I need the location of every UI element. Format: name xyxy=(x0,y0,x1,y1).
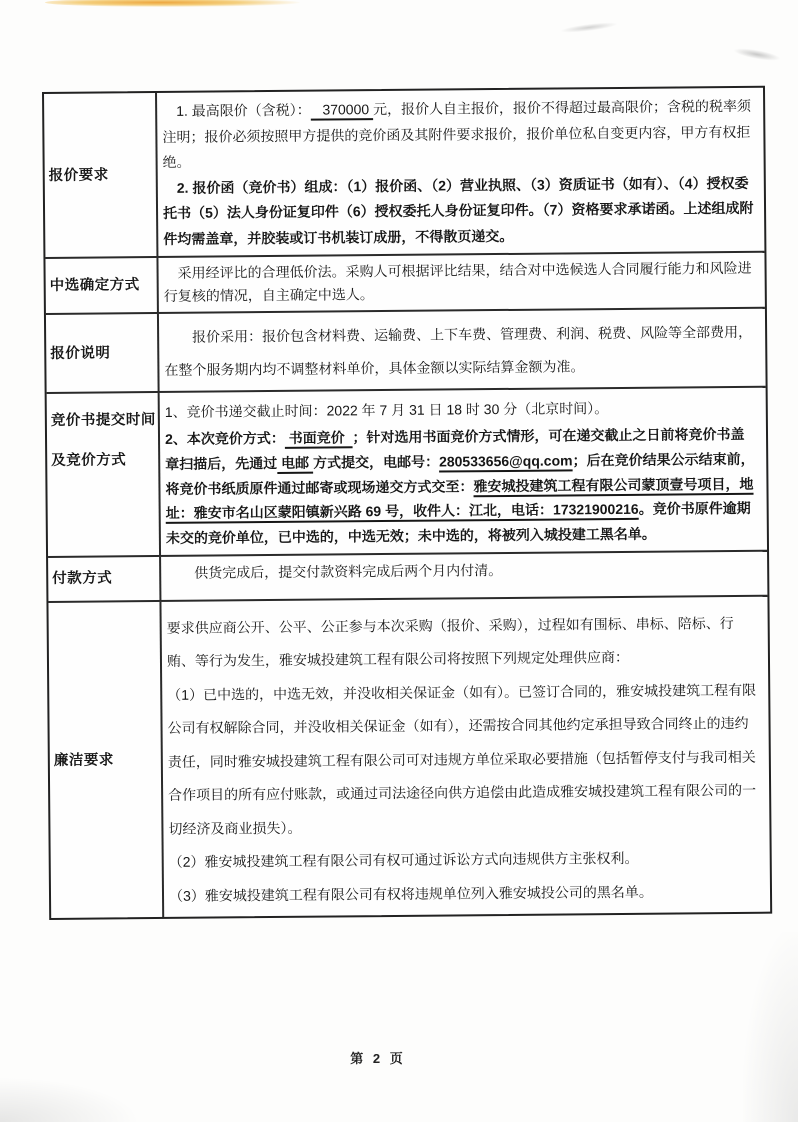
text-segment: 。竞价书原件逾期未交的竞价单位，已中选的，中选无效；未中选的，将被列入城投建工黑名单。 xyxy=(165,500,751,547)
text-segment: （3）雅安城投建筑工程有限公司有权将违规单位列入雅安城投公司的黑名单。 xyxy=(168,883,653,904)
row-label xyxy=(48,557,161,601)
paragraph xyxy=(165,395,756,425)
text-segment: （2）雅安城投建筑工程有限公司有权可通过诉讼方式向违规供方主张权利。 xyxy=(168,850,639,871)
row-label-line: 付款方式 xyxy=(52,570,113,588)
row-label-line: 竞价书提交时间 xyxy=(50,412,156,429)
text-segment: 370000 xyxy=(310,101,374,118)
table-row xyxy=(47,388,767,558)
text-segment: 方式提交，电邮号： xyxy=(312,453,440,471)
text-segment: ；针对选用书面竞价方式情形，可在递交截止之日前将竞价书盖章扫描后，先通过 xyxy=(165,425,745,472)
paragraph xyxy=(169,875,760,914)
text-segment: 元，报价人自主报价，报价不得超过最高限价；含税的税率须注明；报价必须按照甲方提供的竞价函及其附件要求报价，报价单位私自变更内容，甲方有权拒绝。 xyxy=(162,97,752,170)
row-content xyxy=(158,253,764,312)
text-segment: 要求供应商公开、公平、公正参与本次采购（报价、采购），过程如有围标、串标、陪标、行贿、等行为发生，雅安城投建筑工程有限公司将按照下列规定处理供应商： xyxy=(166,614,734,670)
row-label-line: 及竞价方式 xyxy=(51,452,127,469)
scan-smudge xyxy=(560,20,618,34)
table-row xyxy=(48,597,770,919)
text-segment: （1）已中选的，中选无效，并没收相关保证金（如有）。已签订合同的，雅安城投建筑工程有限公司有权解除合同，并没收相关保证金（如有），还需按合同其他约定承担导致合同终止的违约责任，同时雅安城投建筑工程有限公司可对违规方单位采取必要措施（包括暂停支付与我司相关合作项目的所有应付账款，或通过司法途径向供方追偿由此造成雅安城投建筑工程有限公司的一切经济及商业损失）。 xyxy=(167,681,757,837)
text-segment: 雅安城投建筑工程有限公司蒙顶壹号项目，地址：雅安市名山区蒙阳镇新兴路 69 号，收件人：江北，电话：17321900216 xyxy=(165,475,754,522)
text-segment: 2、本次竞价方式： xyxy=(164,429,285,447)
scan-corner-shadow xyxy=(743,932,798,1122)
text-segment: 电邮 xyxy=(277,454,314,471)
row-label xyxy=(46,314,160,392)
scan-corner-shadow xyxy=(0,1077,140,1122)
procurement-table xyxy=(42,86,772,921)
table-row xyxy=(44,88,764,259)
paragraph xyxy=(163,170,755,252)
row-content xyxy=(157,88,764,256)
text-segment: 1、竞价书递交截止时间：2022 年 7 月 31 日 18 时 30 分（北京时间）。 xyxy=(164,400,609,420)
paragraph xyxy=(167,674,759,847)
paragraph xyxy=(167,607,759,679)
text-segment: ；后在竞价结果公示结束前，将竞价书纸质原件通过邮寄或现场递交方式交至： xyxy=(165,450,755,497)
paragraph xyxy=(166,557,757,585)
scan-smudge xyxy=(733,46,782,63)
text-segment: 书面竞价 xyxy=(284,429,353,446)
text-segment: 采用经评比的合理低价法。采购人可根据评比结果，结合对中选候选人合同履行能力和风险进行复核的情况，自主确定中选人。 xyxy=(163,259,752,304)
row-label xyxy=(44,93,158,257)
page-number: 第 2 页 xyxy=(350,1051,406,1066)
table-row xyxy=(45,253,764,315)
scan-stain-yellow xyxy=(45,0,300,7)
paragraph xyxy=(162,94,754,176)
row-content xyxy=(160,388,767,555)
paragraph xyxy=(163,257,754,308)
text-segment: 报价采用：报价包含材料费、运输费、上下车费、管理费、利润、税费、风险等全部费用，在整个服务期内均不调整材料单价，具体金额以实际结算金额为准。 xyxy=(164,323,753,378)
row-content xyxy=(161,597,770,918)
row-label-line: 廉洁要求 xyxy=(53,752,114,769)
text-segment: 供货完成后，提交付款资料完成后两个月内付清。 xyxy=(194,561,503,581)
row-label xyxy=(47,393,161,556)
paragraph xyxy=(164,316,756,387)
table-row xyxy=(46,309,766,394)
row-label-line: 报价要求 xyxy=(48,166,109,184)
paragraph xyxy=(165,422,757,551)
table-wrap xyxy=(42,86,772,921)
text-segment: 280533656@qq.com xyxy=(438,452,573,470)
row-label-line: 中选确定方式 xyxy=(49,277,140,294)
row-label xyxy=(48,602,164,918)
text-segment: 2. 报价函（竞价书）组成：（1）报价函、（2）营业执照、（3）资质证书（如有）、（4）授权委托书（5）法人身份证复印件（6）授权委托人身份证复印件。（7）资格要求承诺函。上述组成附件均需盖章，并胶装或订书机装订成册，不得散页递交。 xyxy=(162,174,754,247)
table-row xyxy=(48,552,767,603)
row-content xyxy=(159,309,766,391)
row-label-line: 报价说明 xyxy=(50,344,111,362)
row-content xyxy=(161,552,767,600)
text-segment: 1. 最高限价（含税）： xyxy=(176,101,311,119)
paragraph xyxy=(169,841,760,880)
row-label xyxy=(45,258,158,313)
